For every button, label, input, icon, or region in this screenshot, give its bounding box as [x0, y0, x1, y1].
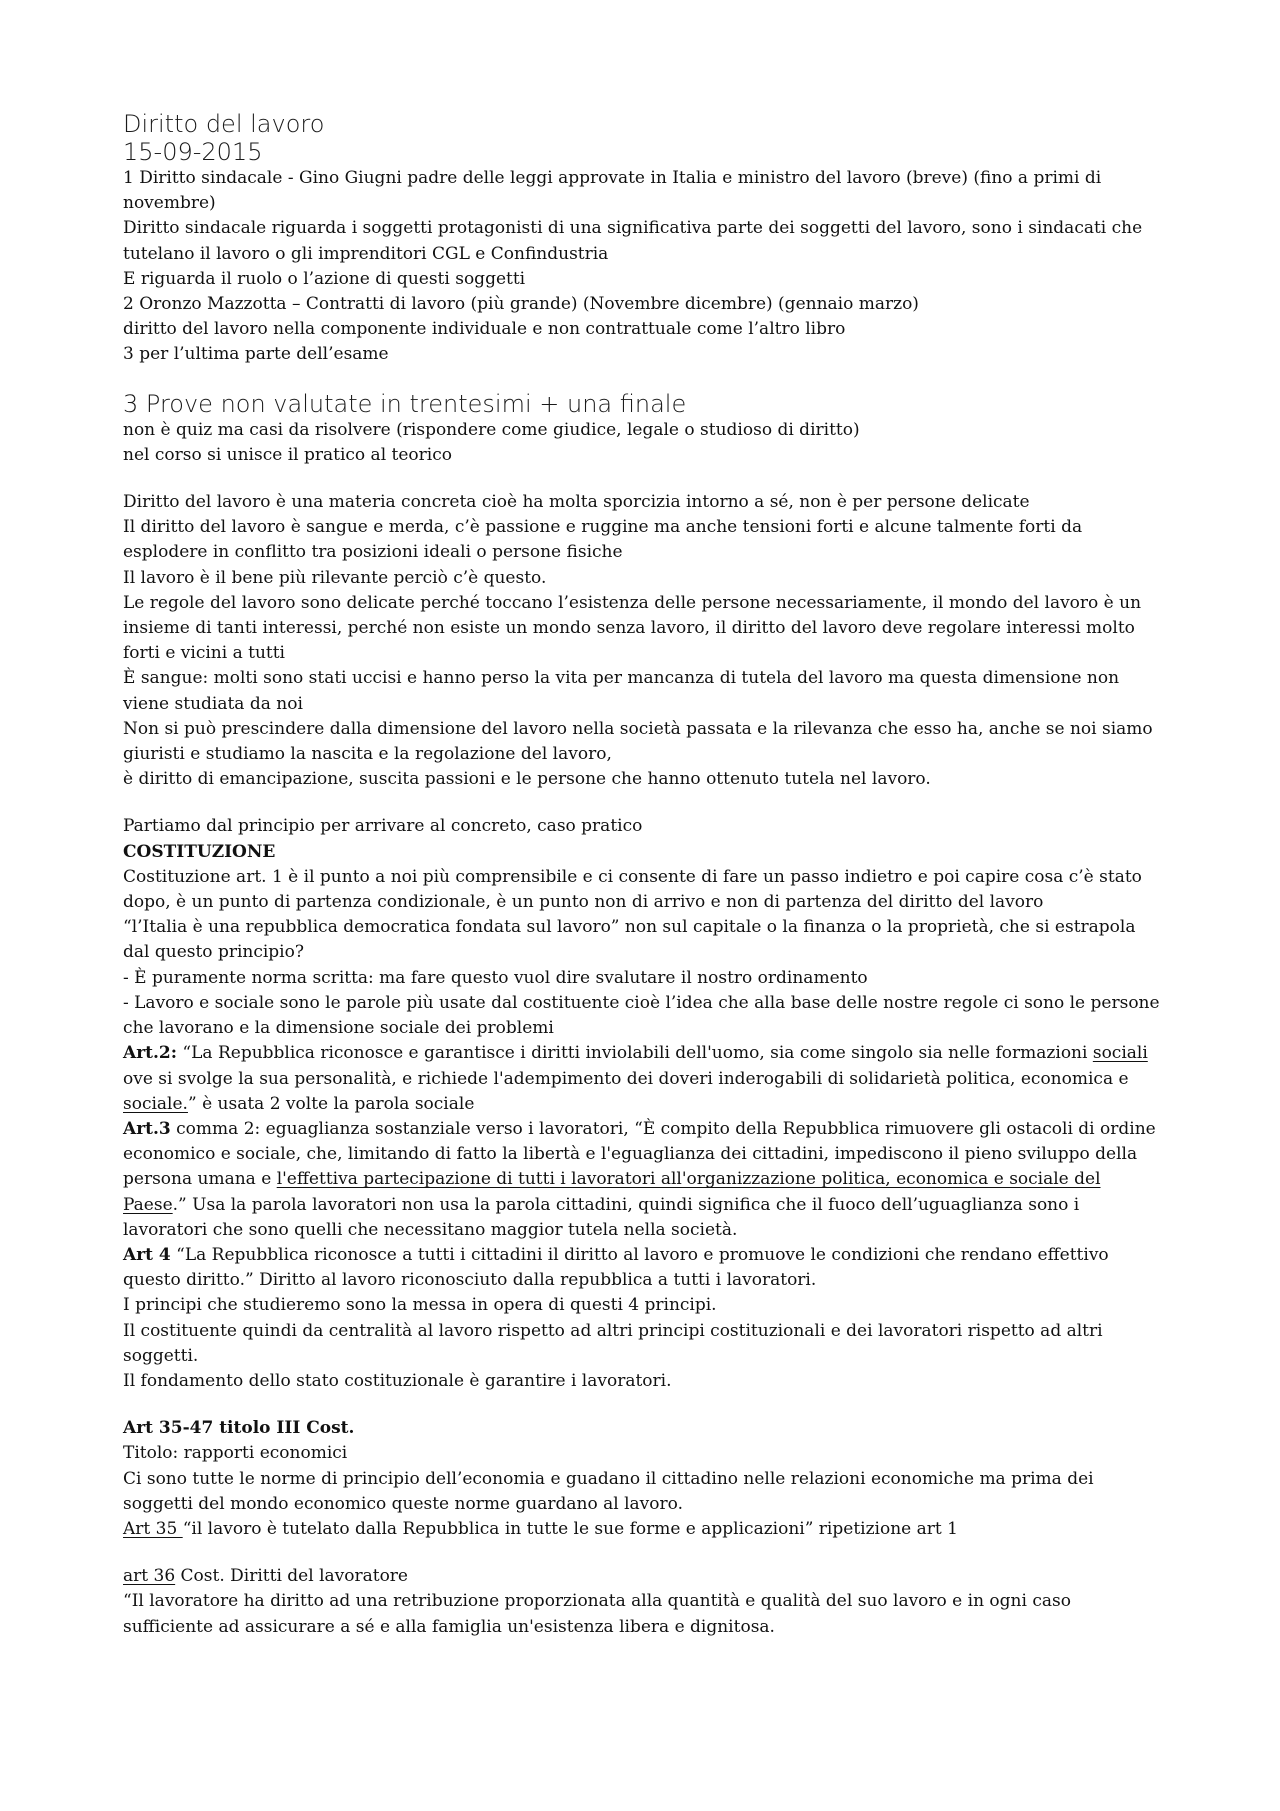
art3-text: .” Usa la parola lavoratori non usa la parola cittadini, quindi significa che il fuoco dell’uguaglianza sono i lavoratori che sono quelli che necessitano maggior tutela nella società.: [123, 1194, 1080, 1240]
art36-section: [123, 1564, 1163, 1640]
closing-line: I principi che studieremo sono la messa in opera di questi 4 principi.: [123, 1295, 717, 1316]
intro-line: 1 Diritto sindacale - Gino Giugni padre delle leggi approvate in Italia e ministro del lavoro (breve) (fino a primi di novembre): [123, 168, 1102, 214]
art2-underline-sociale: sociale.: [123, 1093, 188, 1114]
intro-line: diritto del lavoro nella componente individuale e non contrattuale come l’altro libro: [123, 319, 846, 340]
materia-line: Diritto del lavoro è una materia concreta cioè ha molta sporcizia intorno a sé, non è per persone delicate: [123, 492, 1030, 513]
art4-paragraph: [123, 1243, 1163, 1293]
prove-line: nel corso si unisce il pratico al teorico: [123, 444, 452, 465]
bullet-item: - È puramente norma scritta: ma fare questo vuol dire svalutare il nostro ordinamento: [123, 967, 868, 988]
closing-line: Il fondamento dello stato costituzionale è garantire i lavoratori.: [123, 1370, 672, 1391]
art2-text: “La Repubblica riconosce e garantisce i diritti inviolabili dell'uomo, sia come singolo sia nelle formazioni: [177, 1043, 1093, 1064]
costituzione-lead: Partiamo dal principio per arrivare al concreto, caso pratico: [123, 816, 643, 837]
materia-line: Non si può prescindere dalla dimensione del lavoro nella società passata e la rilevanza che esso ha, anche se noi siamo giuristi e studiamo la nascita e la regolazione del lavoro,: [123, 718, 1153, 765]
art2-text: ove si svolge la sua personalità, e richiede l'adempimento dei doveri inderogabili di solidarietà politica, economica e: [123, 1068, 1129, 1089]
prove-line: non è quiz ma casi da risolvere (rispondere come giudice, legale o studioso di diritto): [123, 419, 860, 440]
materia-line: Il diritto del lavoro è sangue e merda, c’è passione e ruggine ma anche tensioni forti e alcune talmente forti da esplodere in conflitto tra posizioni ideali o persone fisiche: [123, 517, 1083, 563]
art36-heading: [123, 1564, 1163, 1589]
lecture-date: 15-09-2015: [123, 138, 263, 166]
art3-paragraph: [123, 1117, 1163, 1243]
intro-line: 2 Oronzo Mazzotta – Contratti di lavoro (più grande) (Novembre dicembre) (gennaio marzo): [123, 294, 919, 315]
art3-label: Art.3: [123, 1118, 171, 1139]
art2-label: Art.2:: [123, 1043, 178, 1064]
titolo3-subtitle: Titolo: rapporti economici: [123, 1443, 348, 1464]
closing-line: Il costituente quindi da centralità al lavoro rispetto ad altri principi costituzionali e dei lavoratori rispetto ad altri soggetti.: [123, 1320, 1103, 1366]
intro-section: [123, 166, 1163, 368]
document-page: [123, 110, 1163, 1640]
art36-heading-text: Cost. Diritti del lavoratore: [175, 1566, 408, 1587]
art4-text: “La Repubblica riconosce a tutti i cittadini il diritto al lavoro e promuove le condizioni che rendano effettivo questo diritto.” Diritto al lavoro riconosciuto dalla repubblica a tutti i lavoratori.: [123, 1244, 1109, 1291]
materia-line: è diritto di emancipazione, suscita passioni e le persone che hanno ottenuto tutela nel lavoro.: [123, 769, 931, 790]
intro-line: Diritto sindacale riguarda i soggetti protagonisti di una significativa parte dei soggetti del lavoro, sono i sindacati che tutelano il lavoro o gli imprenditori CGL e Confindustria: [123, 218, 1143, 264]
materia-line: Il lavoro è il bene più rilevante perciò c’è questo.: [123, 567, 547, 588]
art1-paragraph: Costituzione art. 1 è il punto a noi più comprensibile e ci consente di fare un passo indietro e poi capire cosa c’è stato dopo, è un punto di partenza condizionale, è un punto non di arrivo e non di partenza del diritto del lavoro: [123, 866, 1142, 913]
document-title: Diritto del lavoro: [123, 110, 325, 138]
art3-underline: l'effettiva partecipazione di tutti i lavoratori all'organizzazione politica, economica e sociale del Paese: [123, 1169, 1101, 1215]
spacer: [123, 1394, 1163, 1416]
art36-quote: “Il lavoratore ha diritto ad una retribuzione proporzionata alla quantità e qualità del suo lavoro e in ogni caso sufficiente ad assicurare a sé e alla famiglia un'esistenza libera e dignitosa.: [123, 1591, 1071, 1637]
titolo3-description: Ci sono tutte le norme di principio dell’economia e guadano il cittadino nelle relazioni economiche ma prima dei soggetti del mondo economico queste norme guardano al lavoro.: [123, 1468, 1094, 1514]
spacer: [123, 1542, 1163, 1564]
costituzione-heading: COSTITUZIONE: [123, 841, 276, 862]
titolo3-heading: Art 35-47 titolo III Cost.: [123, 1418, 355, 1439]
prove-heading: 3 Prove non valutate in trentesimi + una finale: [123, 389, 687, 418]
art35-label: Art 35: [123, 1518, 183, 1539]
art3-text: comma 2: eguaglianza sostanziale verso i lavoratori, “È compito della Repubblica rimuovere gli ostacoli di ordine economico e sociale, che, limitando di fatto la libertà e l'eguaglianza dei cittadini, impediscono il pieno sviluppo della persona umana e: [123, 1118, 1156, 1190]
art2-underline-sociali: sociali: [1092, 1043, 1148, 1064]
bullet-item: - Lavoro e sociale sono le parole più usate dal costituente cioè l’idea che alla base delle nostre regole ci sono le persone che lavorano e la dimensione sociale dei problemi: [123, 992, 1160, 1039]
intro-line: 3 per l’ultima parte dell’esame: [123, 344, 389, 365]
intro-line: E riguarda il ruolo o l’azione di questi soggetti: [123, 268, 526, 289]
materia-line: È sangue: molti sono stati uccisi e hanno perso la vita per mancanza di tutela del lavoro ma questa dimensione non viene studiata da noi: [123, 668, 1120, 714]
titolo3-section: [123, 1416, 1163, 1542]
art2-text: ” è usata 2 volte la parola sociale: [187, 1093, 475, 1114]
materia-line: Le regole del lavoro sono delicate perché toccano l’esistenza delle persone necessariamente, il mondo del lavoro è un insieme di tanti interessi, perché non esiste un mondo senza lavoro, il diritto del lavoro deve regolare interessi molto forti e vicini a tutti: [123, 592, 1142, 664]
costituzione-section: [123, 814, 1163, 1394]
spacer: [123, 792, 1163, 814]
art35-text: “il lavoro è tutelato dalla Repubblica in tutte le sue forme e applicazioni” ripetizione art 1: [182, 1518, 958, 1539]
art36-label: art 36: [123, 1566, 176, 1587]
art35-paragraph: [123, 1517, 1163, 1542]
materia-section: [123, 490, 1163, 792]
art2-paragraph: [123, 1041, 1163, 1117]
art1-quote: “l’Italia è una repubblica democratica fondata sul lavoro” non sul capitale o la finanza o la proprietà, che si estrapola dal questo principio?: [123, 917, 1136, 963]
spacer: [123, 468, 1163, 490]
spacer: [123, 368, 1163, 390]
art4-label: Art 4: [123, 1244, 171, 1265]
